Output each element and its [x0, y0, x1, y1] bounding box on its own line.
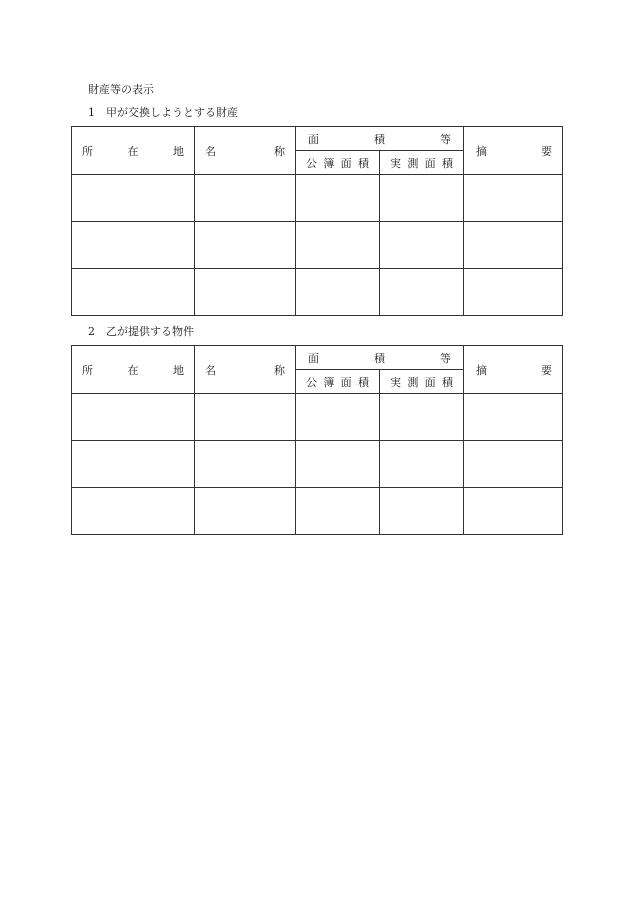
header-char: 簿: [323, 375, 335, 389]
header-char: 等: [440, 351, 451, 365]
section-1-heading: [88, 106, 238, 120]
header-char: 公: [306, 375, 317, 389]
header-char: 実: [390, 156, 401, 170]
header-char: 在: [127, 144, 139, 158]
header-char: 等: [440, 132, 451, 146]
cell-book-area: [296, 269, 380, 316]
section-1-number: 1: [88, 106, 95, 119]
section-2-heading: [88, 325, 194, 339]
cell-location: [72, 441, 195, 488]
cell-remarks: [464, 175, 563, 222]
header-char: 簿: [323, 156, 335, 170]
header-book-area: [296, 151, 380, 175]
header-char: 地: [173, 363, 184, 377]
cell-remarks: [464, 394, 563, 441]
header-char: 称: [274, 144, 285, 158]
table-row: [72, 488, 563, 535]
header-char: 面: [308, 132, 319, 146]
cell-location: [72, 269, 195, 316]
cell-name: [195, 222, 296, 269]
cell-name: [195, 175, 296, 222]
table-row: [72, 269, 563, 316]
header-char: 面: [308, 351, 319, 365]
cell-name: [195, 394, 296, 441]
table-row: [72, 394, 563, 441]
cell-book-area: [296, 222, 380, 269]
cell-remarks: [464, 269, 563, 316]
header-char: 摘: [476, 363, 487, 377]
header-name: [195, 127, 296, 175]
header-char: 積: [357, 375, 369, 389]
section-2-number: 2: [88, 325, 95, 338]
header-char: 公: [306, 156, 317, 170]
header-char: 在: [127, 363, 139, 377]
document-title: 財産等の表示: [88, 83, 154, 96]
cell-name: [195, 488, 296, 535]
cell-actual-area: [380, 394, 464, 441]
cell-name: [195, 441, 296, 488]
cell-book-area: [296, 441, 380, 488]
table-row: [72, 222, 563, 269]
header-char: 面: [424, 156, 436, 170]
header-char: 面: [340, 156, 352, 170]
cell-name: [195, 269, 296, 316]
cell-book-area: [296, 488, 380, 535]
section-1-title: 甲が交換しようとする財産: [106, 106, 238, 119]
cell-location: [72, 488, 195, 535]
header-char: 実: [390, 375, 401, 389]
header-char: 称: [274, 363, 285, 377]
cell-remarks: [464, 441, 563, 488]
property-table-1: [71, 126, 563, 316]
header-char: 面: [340, 375, 352, 389]
header-char: 測: [407, 375, 419, 389]
section-2-title: 乙が提供する物件: [106, 325, 194, 338]
table-row: [72, 441, 563, 488]
header-char: 積: [374, 132, 385, 146]
header-remarks: [464, 346, 563, 394]
cell-actual-area: [380, 175, 464, 222]
header-area: [296, 346, 464, 370]
header-book-area: [296, 370, 380, 394]
header-char: 名: [205, 363, 216, 377]
cell-actual-area: [380, 441, 464, 488]
header-char: 要: [541, 144, 552, 158]
header-location: [72, 127, 195, 175]
table-row: [72, 175, 563, 222]
cell-book-area: [296, 394, 380, 441]
header-char: 積: [441, 375, 453, 389]
header-char: 摘: [476, 144, 487, 158]
header-char: 要: [541, 363, 552, 377]
header-char: 所: [82, 144, 93, 158]
header-area: [296, 127, 464, 151]
cell-actual-area: [380, 488, 464, 535]
property-table-2: [71, 345, 563, 535]
header-char: 積: [374, 351, 385, 365]
header-remarks: [464, 127, 563, 175]
header-actual-area: [380, 370, 464, 394]
header-char: 名: [205, 144, 216, 158]
header-char: 面: [424, 375, 436, 389]
header-actual-area: [380, 151, 464, 175]
cell-remarks: [464, 488, 563, 535]
cell-actual-area: [380, 269, 464, 316]
header-char: 所: [82, 363, 93, 377]
cell-location: [72, 394, 195, 441]
header-char: 積: [441, 156, 453, 170]
cell-remarks: [464, 222, 563, 269]
header-location: [72, 346, 195, 394]
header-char: 測: [407, 156, 419, 170]
cell-book-area: [296, 175, 380, 222]
cell-actual-area: [380, 222, 464, 269]
header-char: 地: [173, 144, 184, 158]
header-name: [195, 346, 296, 394]
cell-location: [72, 175, 195, 222]
header-char: 積: [357, 156, 369, 170]
cell-location: [72, 222, 195, 269]
